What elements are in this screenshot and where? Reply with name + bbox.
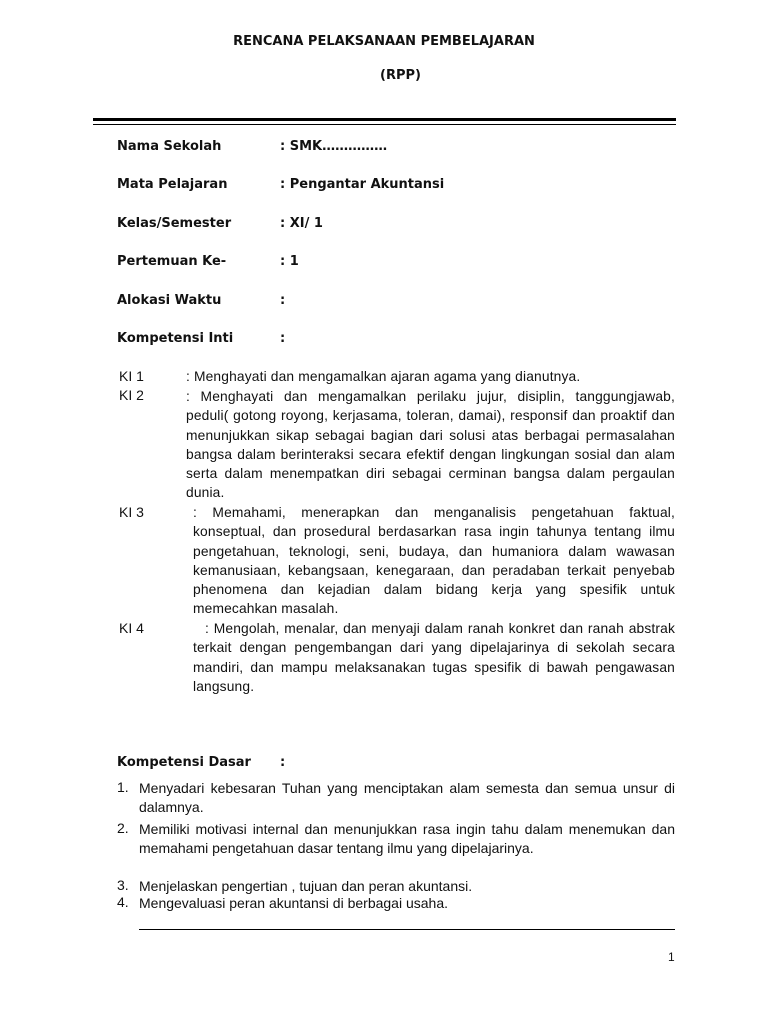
info-value-pertemuan: : 1	[280, 254, 299, 269]
info-label-mata-pelajaran: Mata Pelajaran	[117, 177, 228, 192]
info-value-nama-sekolah: : SMK……………	[280, 139, 388, 154]
kd-item-2-number: 2.	[117, 820, 129, 836]
info-value-mata-pelajaran: : Pengantar Akuntansi	[280, 177, 445, 192]
info-label-kompetensi-inti: Kompetensi Inti	[117, 331, 234, 346]
kd-item-1-text: Menyadari kebesaran Tuhan yang menciptakan alam semesta dan semua unsur di dalamnya.	[139, 780, 675, 815]
ki-1-text: : Menghayati dan mengamalkan ajaran agama yang dianutnya.	[186, 369, 581, 384]
document-title: RENCANA PELAKSANAAN PEMBELAJARAN	[233, 34, 535, 49]
ki-2-text	[186, 387, 675, 503]
kd-item-2-text: Memiliki motivasi internal dan menunjukkan rasa ingin tahu dalam menemukan dan memahami pengetahuan dasar tentang ilmu yang dipelajarinya.	[139, 821, 675, 856]
kd-item-3-number: 3.	[117, 877, 129, 893]
ki-2-text-content: : Menghayati dan mengamalkan perilaku jujur, disiplin, tanggungjawab, peduli( gotong royong, kerjasama, toleran, damai), responsif dan proaktif dan menunjukkan sikap sebagai bagian dari solusi atas berbagai permasalahan bangsa dalam berinteraksi secara efektif dengan lingkungan sosial dan alam serta dalam menempatkan diri sebagai cerminan bangsa dalam pergaulan dunia.	[186, 389, 675, 501]
info-label-pertemuan: Pertemuan Ke-	[117, 254, 227, 269]
ki-3-text: : Memahami, menerapkan dan menganalisis pengetahuan faktual, konseptual, dan prosedural berdasarkan rasa ingin tahunya tentang ilmu pengetahuan, teknologi, seni, budaya, dan humaniora dalam wawasan kemanusiaan, kebangsaan, kenegaraan, dan peradaban terkait penyebab phenomena dan kejadian dalam bidang kerja yang spesifik untuk memecahkan masalah.	[193, 505, 675, 617]
info-label-alokasi-waktu: Alokasi Waktu	[117, 293, 222, 308]
document-subtitle-text: (RPP)	[380, 68, 421, 83]
ki-1-code: KI 1	[119, 368, 144, 384]
ki-4-text: : Mengolah, menalar, dan menyaji dalam ranah konkret dan ranah abstrak terkait dengan pengembangan dari yang dipelajarinya di sekolah secara mandiri, dan mampu melaksanakan tugas spesifik di bawah pengawasan langsung.	[193, 621, 675, 694]
info-label-kelas-semester: Kelas/Semester	[117, 216, 232, 231]
header-rule-thin	[93, 124, 676, 125]
info-value-kompetensi-inti: :	[280, 331, 286, 346]
kd-item-4-number: 4.	[117, 894, 129, 910]
kd-item-3-text: Menjelaskan pengertian , tujuan dan peran akuntansi.	[139, 878, 473, 894]
info-value-kelas-semester: : XI/ 1	[280, 216, 323, 231]
info-label-nama-sekolah: Nama Sekolah	[117, 139, 222, 154]
footer-rule	[139, 929, 675, 930]
info-value-alokasi-waktu: :	[280, 293, 286, 308]
kompetensi-dasar-colon: :	[280, 755, 286, 770]
ki-2-code: KI 2	[119, 387, 144, 403]
ki-3-code: KI 3	[119, 504, 144, 520]
kd-item-4-text: Mengevaluasi peran akuntansi di berbagai usaha.	[139, 895, 448, 911]
kd-item-1-number: 1.	[117, 779, 129, 795]
ki-4-code: KI 4	[119, 620, 144, 636]
kompetensi-dasar-heading: Kompetensi Dasar	[117, 755, 251, 770]
page-number: 1	[668, 950, 675, 964]
header-rule-thick	[93, 118, 676, 121]
